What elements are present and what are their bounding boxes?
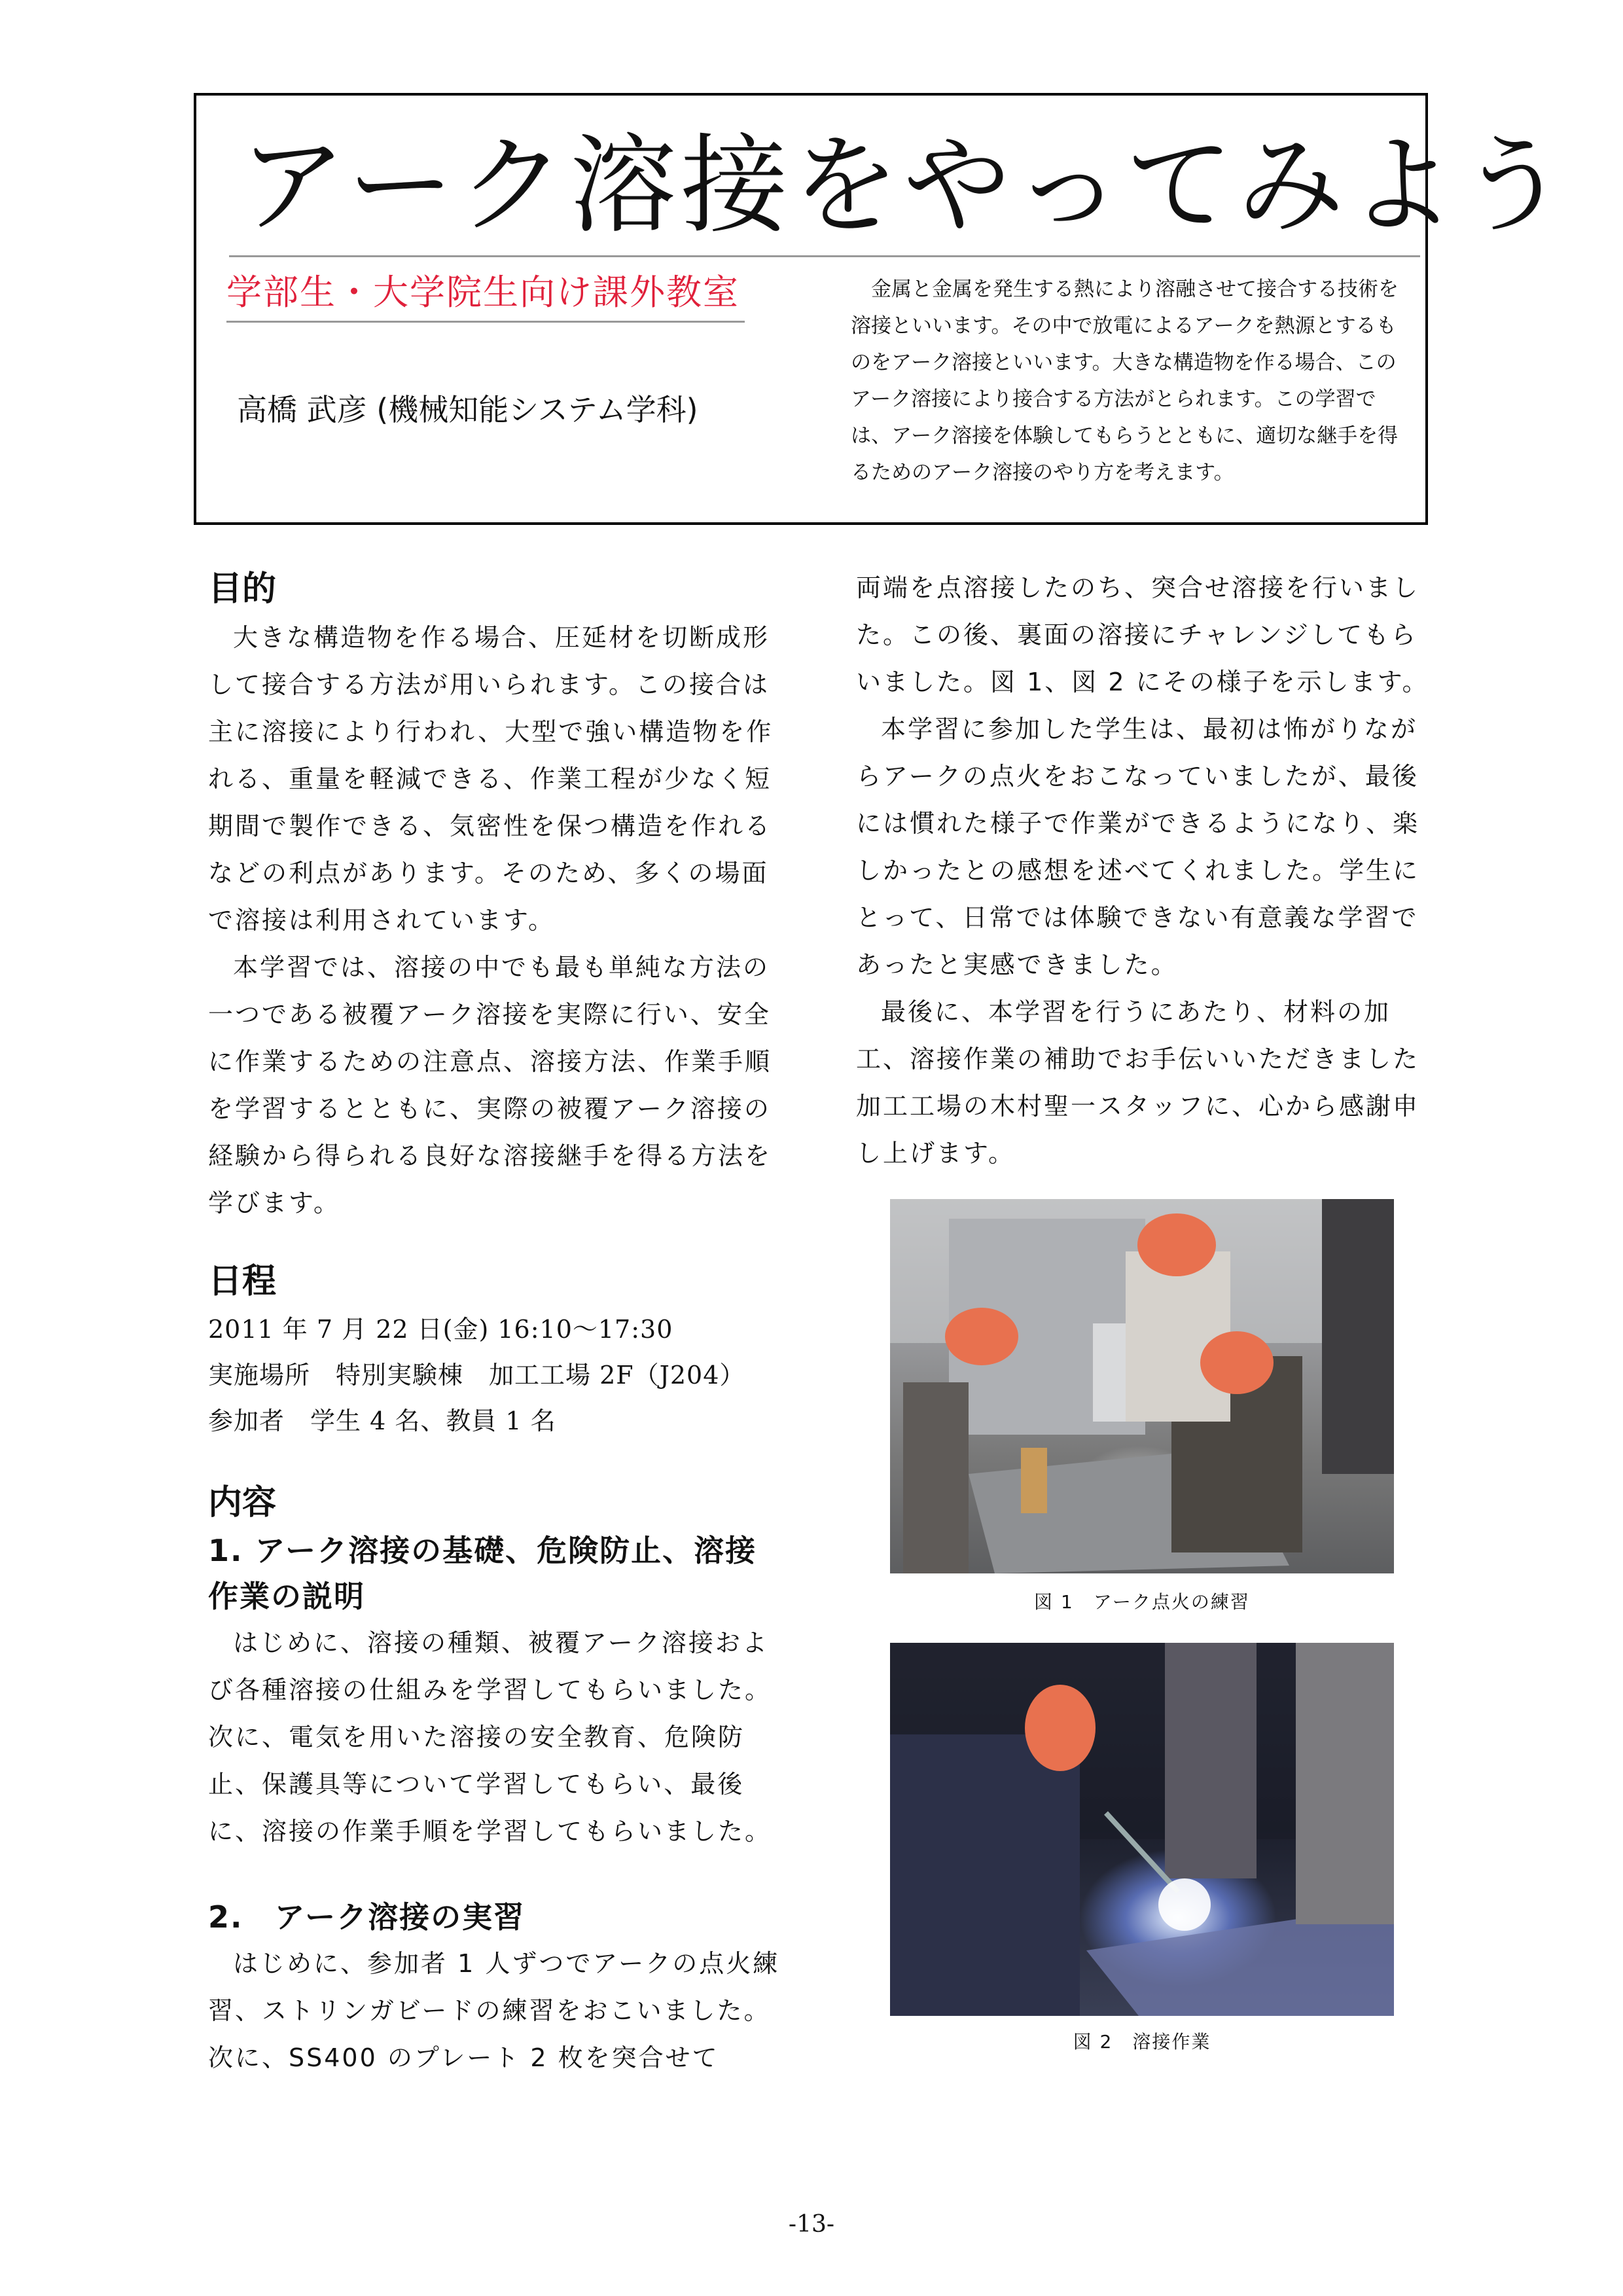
purpose-heading: 目的 [208,569,277,609]
abstract: 金属と金属を発生する熱により溶融させて接合する技術を溶接といいます。その中で放電によるアークを熱源とするものをアーク溶接といいます。大きな構造物を作る場合、このアーク溶接により接合する方法がとられます。この学習では、アーク溶接を体験してもらうとともに、適切な継手を得るためのアーク溶接のやり方を考えます。 [851,278,1399,484]
schedule-heading: 日程 [208,1262,277,1301]
figure-2-caption: 図 2 溶接作業 [1073,2031,1211,2053]
right-paragraph-1: 両端を点溶接したのち、突合せ溶接を行いました。この後、裏面の溶接にチャレンジしてもらいました。図 1、図 2 にその様子を示します。 [856,573,1429,696]
figure-1-caption: 図 1 アーク点火の練習 [1034,1591,1250,1613]
figure-1-illustration [890,1199,1394,1573]
title-divider [229,255,1420,257]
author: 高橋 武彦 (機械知能システム学科) [237,392,698,427]
section2-text: はじめに、参加者 1 人ずつでアークの点火練習、ストリンガビードの練習をおこいました。次に、SS400 のプレート 2 枚を突合せて [208,1949,780,2072]
figure-1-photo [890,1199,1394,1573]
header-box [194,93,1571,525]
page-number: -13- [788,2211,835,2238]
right-paragraph-2: 本学習に参加した学生は、最初は怖がりながらアークの点火をおこなっていましたが、最後には慣れた様子で作業ができるようになり、楽しかったとの感想を述べてくれました。学生にとって、日常では体験できない有意義な学習であったと実感できました。 [856,715,1420,979]
purpose-paragraph-1: 大きな構造物を作る場合、圧延材を切断成形して接合する方法が用いられます。この接合は主に溶接により行われ、大型で強い構造物を作れる、重量を軽減できる、作業工程が少なく短期間で製作できる、気密性を保つ構造を作れるなどの利点があります。そのため、多くの場面で溶接は利用されています。 [208,623,774,935]
figure-2-illustration [890,1643,1394,2016]
section1-title: 1. アーク溶接の基礎、危険防止、溶接作業の説明 [208,1533,757,1614]
page-title: アーク溶接をやってみよう [239,123,1571,248]
schedule-place: 実施場所 特別実験棟 加工工場 2F（J204） [208,1361,745,1390]
schedule-date: 2011 年 7 月 22 日(金) 16:10〜17:30 [208,1315,673,1344]
left-column [208,564,784,2081]
section2-title: 2. アーク溶接の実習 [208,1899,526,1935]
subtitle: 学部生・大学院生向け課外教室 [226,272,740,313]
figure-2-photo [890,1643,1394,2016]
section1-text: はじめに、溶接の種類、被覆アーク溶接および各種溶接の仕組みを学習してもらいました。次に、電気を用いた溶接の安全教育、危険防止、保護具等について学習してもらい、最後に、溶接の作業手順を学習してもらいました。 [208,1628,772,1846]
purpose-paragraph-2: 本学習では、溶接の中でも最も単純な方法の一つである被覆アーク溶接を実際に行い、安全に作業するための注意点、溶接方法、作業手順を学習するとともに、実際の被覆アーク溶接の経験から得られる良好な溶接継手を得る方法を学びます。 [208,953,772,1217]
right-paragraph-3: 最後に、本学習を行うにあたり、材料の加工、溶接作業の補助でお手伝いいただきました加工工場の木村聖一スタッフに、心から感謝申し上げます。 [856,997,1420,1168]
subtitle-divider [226,321,745,323]
right-column [856,564,1432,1177]
content-heading: 内容 [208,1483,277,1522]
schedule-participants: 参加者 学生 4 名、教員 1 名 [208,1407,556,1435]
